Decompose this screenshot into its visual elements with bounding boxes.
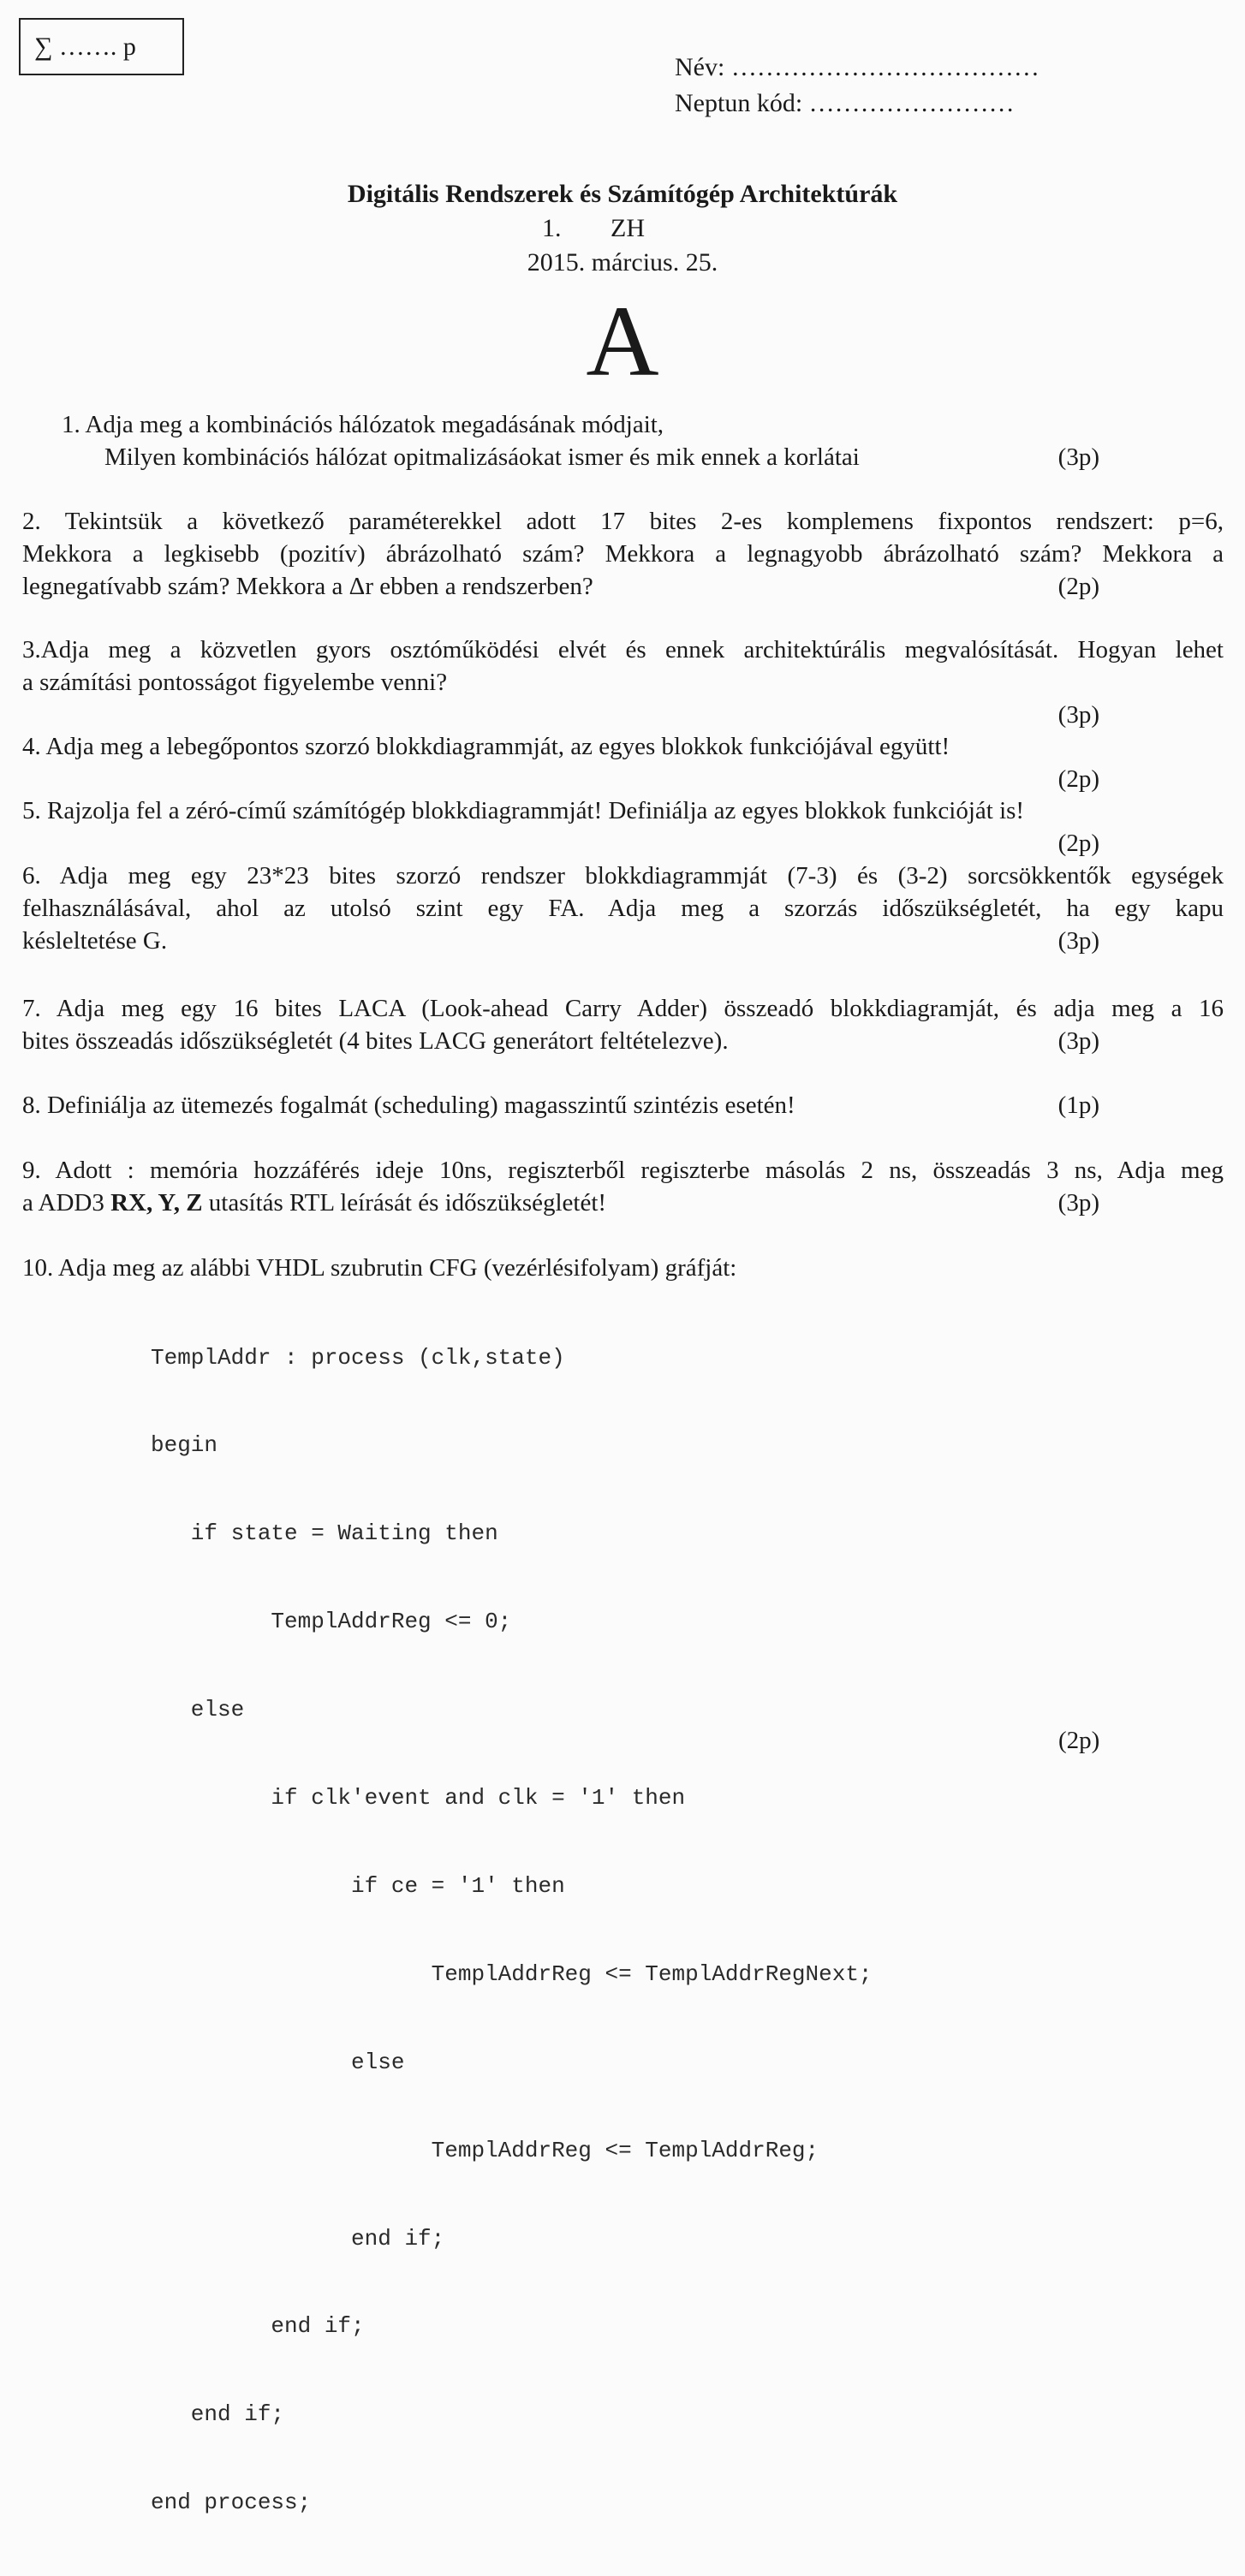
question-1-line-1: 1. Adja meg a kombinációs hálózatok megadásának módjait, <box>62 411 664 438</box>
score-box: ∑ ……. p <box>19 18 184 75</box>
question-9-line-2-start: a ADD3 <box>22 1189 111 1217</box>
code-line: TemplAddr : process (clk,state) <box>151 1344 565 1371</box>
question-2 <box>22 505 1224 603</box>
exam-number <box>0 211 1245 246</box>
question-9-registers: RX, Y, Z <box>110 1189 203 1217</box>
question-4-line-1: 4. Adja meg a lebegőpontos szorzó blokkdiagrammját, az egyes blokkok funkciójával együtt! <box>22 733 950 760</box>
question-10 <box>22 1252 1099 1284</box>
code-line: if state = Waiting then <box>151 1520 498 1547</box>
question-8-points: (1p) <box>1057 1092 1099 1119</box>
question-7-line-1: 7. Adja meg egy 16 bites LACA (Look-ahead Carry Adder) összeadó blokkdiagramját, és adja meg a 16 <box>22 995 1224 1022</box>
code-line: end process; <box>151 2490 312 2516</box>
exam-type: ZH <box>611 214 645 242</box>
question-10-line-1: 10. Adja meg az alábbi VHDL szubrutin CFG (vezérlésifolyam) gráfját: <box>22 1254 737 1282</box>
question-8 <box>22 1089 1099 1121</box>
code-line: TemplAddrReg <= TemplAddrReg; <box>151 2137 819 2163</box>
vhdl-code-listing <box>151 1284 873 2576</box>
question-9-points: (3p) <box>1057 1189 1099 1217</box>
question-9-line-1: 9. Adott : memória hozzáférés ideje 10ns, regiszterből regiszterbe másolás 2 ns, összeadás 3 ns, Adja meg <box>22 1157 1224 1184</box>
question-6 <box>22 860 1224 957</box>
question-8-line-1: 8. Definiálja az ütemezés fogalmát (scheduling) magasszintű szintézis esetén! <box>22 1092 795 1119</box>
question-2-line-3: legnegatívabb szám? Mekkora a Δr ebben a rendszerben? <box>22 573 593 600</box>
neptun-field-label: Neptun kód: …………………… <box>675 89 1015 117</box>
question-10-points: (2p) <box>1058 1727 1100 1754</box>
question-3-line-2: a számítási pontosságot figyelembe venni? <box>22 669 448 696</box>
exam-number-value: 1. <box>542 214 562 242</box>
exam-variant: A <box>586 285 659 397</box>
question-3-points: (3p) <box>1057 701 1099 729</box>
question-1-points: (3p) <box>1057 443 1099 471</box>
code-line: begin <box>151 1432 218 1459</box>
code-line: if ce = '1' then <box>151 1872 565 1899</box>
question-9 <box>22 1154 1224 1219</box>
question-4-points: (2p) <box>1057 765 1099 793</box>
code-line: TemplAddrReg <= 0; <box>151 1609 512 1635</box>
question-1 <box>62 408 1099 473</box>
code-line: else <box>151 2049 405 2075</box>
code-line: if clk'event and clk = '1' then <box>151 1785 686 1812</box>
question-5-points: (2p) <box>1057 830 1099 857</box>
question-5 <box>22 794 1099 857</box>
question-9-line-2-end: utasítás RTL leírását és időszükségletét! <box>202 1189 607 1217</box>
exam-date: 2015. március. 25. <box>527 248 718 277</box>
code-line: end if; <box>151 2225 445 2252</box>
question-2-line-2: Mekkora a legkisebb (pozitív) ábrázolható szám? Mekkora a legnagyobb ábrázolható szám? Mekkora a <box>22 540 1224 568</box>
question-7 <box>22 992 1224 1057</box>
question-6-points: (3p) <box>1057 927 1099 955</box>
question-3 <box>22 634 1224 729</box>
code-line: end if; <box>151 2401 285 2428</box>
question-4 <box>22 730 1099 793</box>
question-3-line-1: 3.Adja meg a közvetlen gyors osztóműködési elvét és ennek architektúrális megvalósítását. Hogyan lehet <box>22 636 1224 663</box>
question-1-line-2: Milyen kombinációs hálózat opitmalizásáokat ismer és mik ennek a korlátai <box>104 443 860 471</box>
question-6-line-2: felhasználásával, ahol az utolsó szint egy FA. Adja meg a szorzás időszükségletét, ha egy kapu <box>22 895 1224 922</box>
question-7-points: (3p) <box>1057 1027 1099 1055</box>
code-line: TemplAddrReg <= TemplAddrRegNext; <box>151 1960 873 1987</box>
question-6-line-3: késleltetése G. <box>22 927 168 955</box>
question-2-line-1: 2. Tekintsük a következő paraméterekkel adott 17 bites 2-es komplemens fixpontos rendszert: p=6, <box>22 508 1224 535</box>
student-info <box>675 50 1039 122</box>
course-title: Digitális Rendszerek és Számítógép Architektúrák <box>347 180 898 208</box>
code-line: else <box>151 1697 245 1723</box>
question-6-line-1: 6. Adja meg egy 23*23 bites szorzó rendszer blokkdiagrammját (7-3) és (3-2) sorcsökkentők egységek <box>22 862 1224 889</box>
code-line: end if; <box>151 2313 365 2340</box>
question-7-line-2: bites összeadás időszükségletét (4 bites LACG generátort feltételezve). <box>22 1027 729 1055</box>
name-field-label: Név: ……………………………… <box>675 53 1039 81</box>
question-5-line-1: 5. Rajzolja fel a zéró-című számítógép blokkdiagrammját! Definiálja az egyes blokkok funkcióját is! <box>22 797 1025 824</box>
exam-header <box>0 177 1245 280</box>
question-2-points: (2p) <box>1057 573 1099 600</box>
